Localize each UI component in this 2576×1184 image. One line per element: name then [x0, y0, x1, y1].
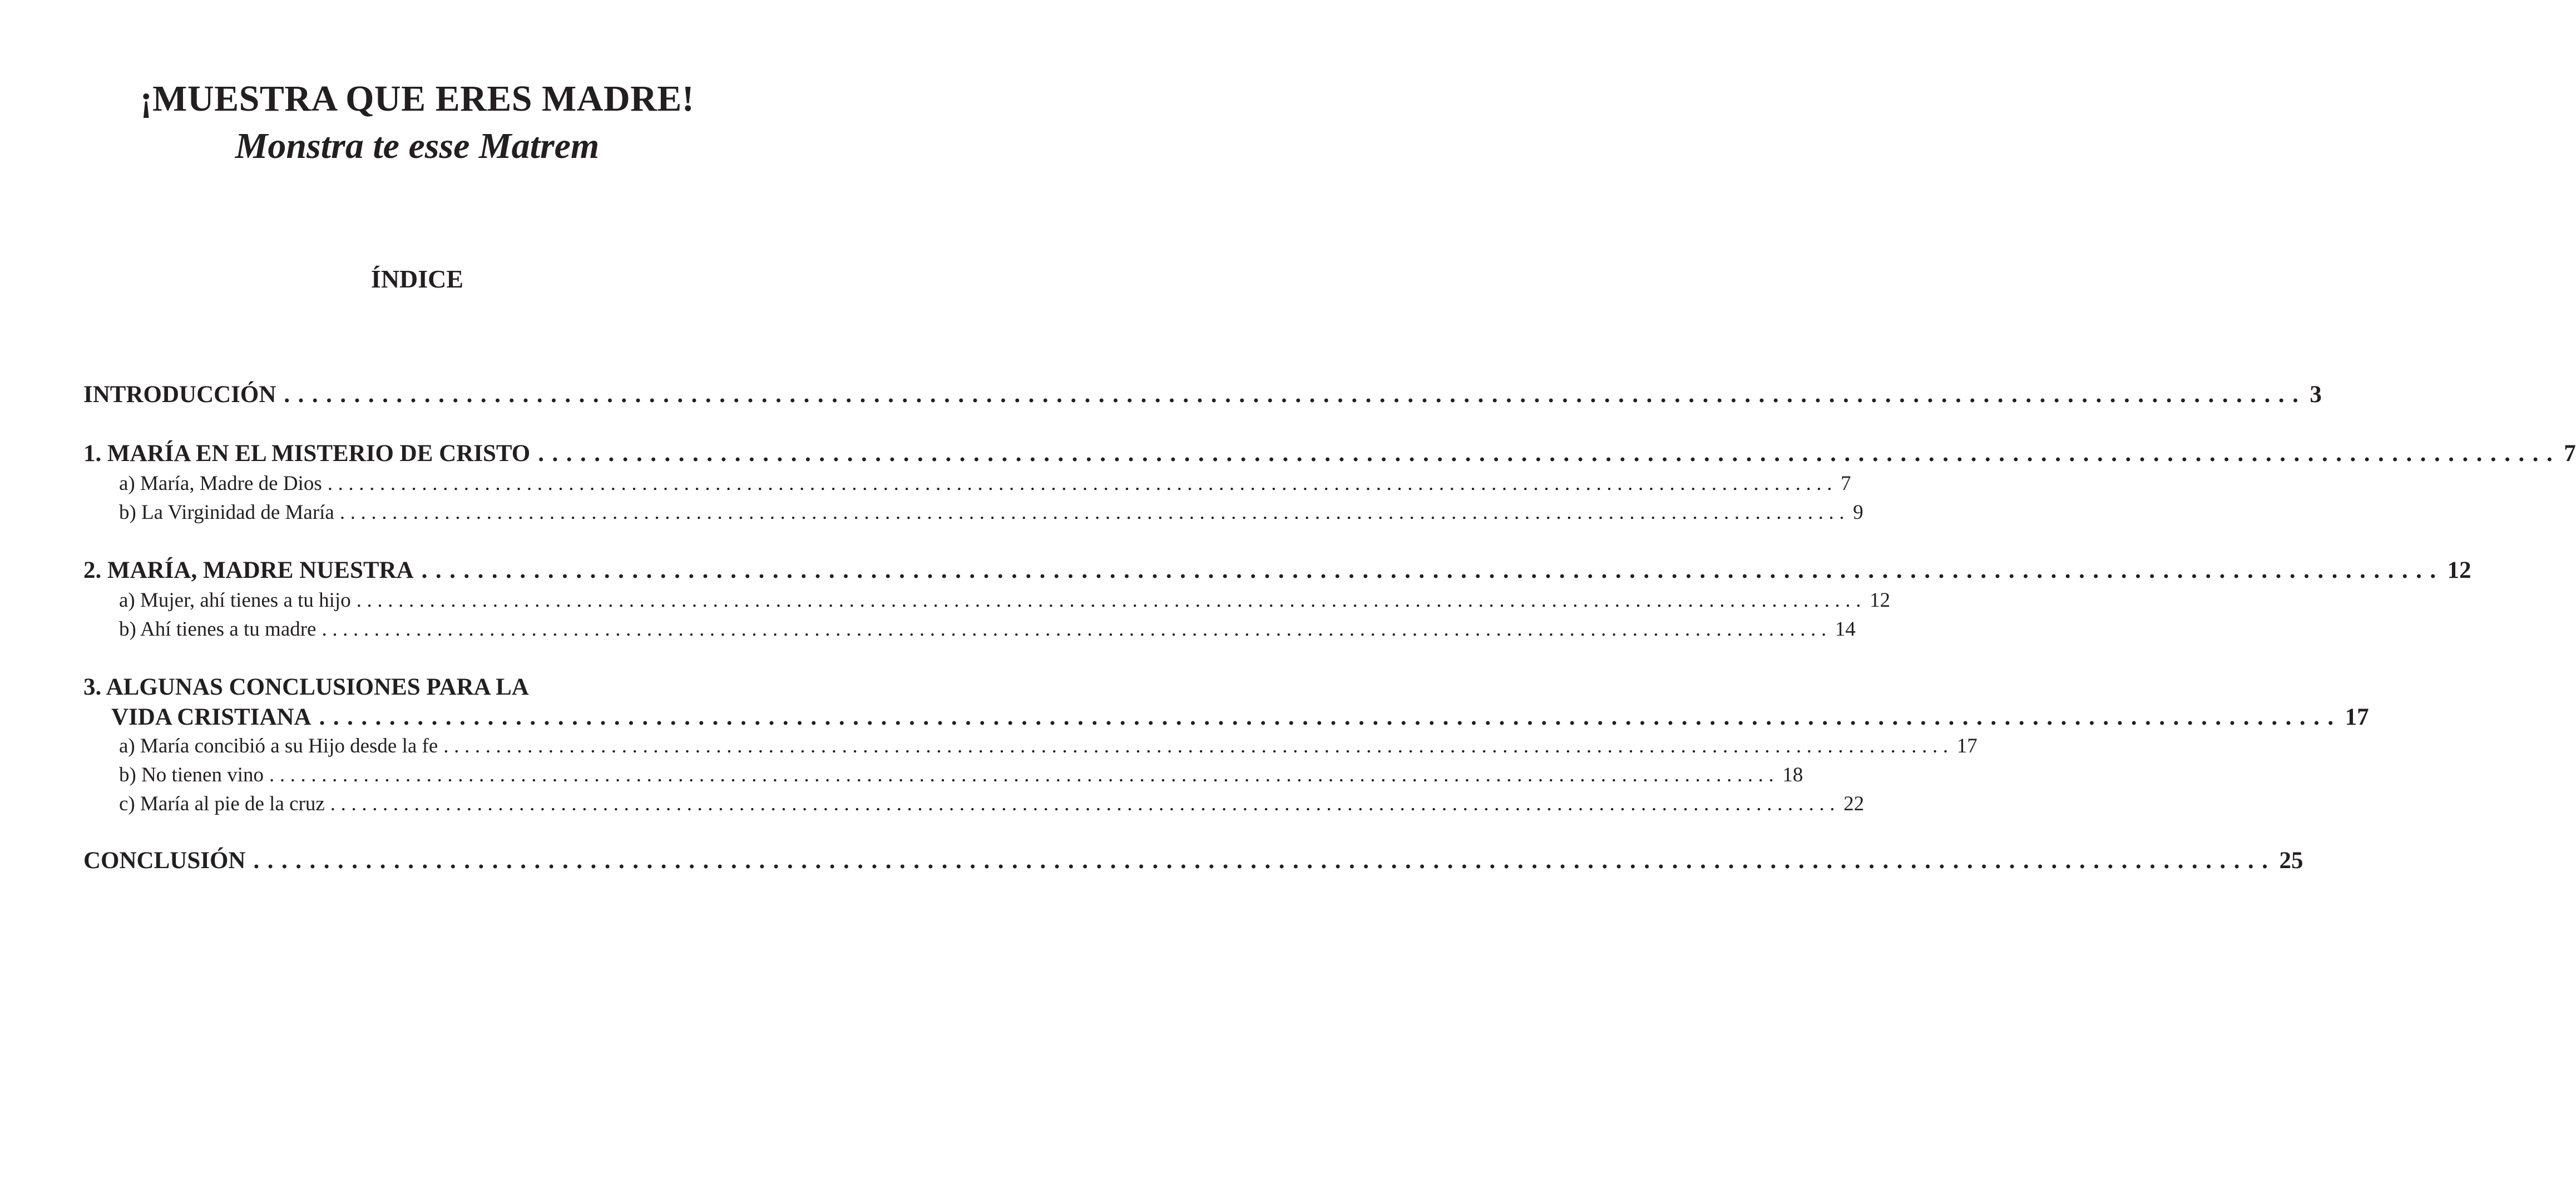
toc-page-number: 7	[1841, 472, 1851, 495]
dot-leader: ................................................................................................................................................	[330, 792, 1841, 815]
toc-page-number: 3	[2310, 382, 2322, 408]
toc-entry-chapter-1[interactable]	[83, 439, 2576, 468]
toc-entry-chapter-3[interactable]	[111, 703, 2369, 732]
toc-page-number: 17	[2345, 704, 2369, 730]
toc-page-number: 12	[1870, 589, 1891, 612]
dot-leader: ................................................................................................................................................	[538, 440, 2561, 467]
dot-leader: ................................................................................................................................................	[443, 735, 1954, 757]
dot-leader: ................................................................................................................................................	[322, 618, 1832, 641]
toc-entry-chapter-3-line1[interactable]: 3. ALGUNAS CONCLUSIONES PARA LA	[83, 674, 529, 700]
page-title: ¡MUESTRA QUE ERES MADRE!	[140, 78, 695, 119]
toc-subentry-label: a) María concibió a su Hijo desde la fe	[119, 735, 438, 757]
toc-subentry-label: a) María, Madre de Dios	[119, 472, 322, 495]
toc-page-number: 17	[1956, 735, 1977, 757]
dot-leader: ................................................................................................................................................	[356, 589, 1867, 612]
toc-entry-label: VIDA CRISTIANA	[111, 704, 312, 730]
toc-subentry-2b[interactable]	[119, 616, 1856, 643]
toc-subentry-2a[interactable]	[119, 587, 1891, 614]
toc-subentry-1a[interactable]	[119, 470, 1851, 497]
toc-page-number: 14	[1835, 618, 1856, 641]
toc-entry-chapter-2[interactable]	[83, 556, 2471, 585]
toc-entry-label: CONCLUSIÓN	[83, 848, 246, 874]
toc-entry-conclusion[interactable]	[83, 846, 2303, 875]
toc-page-number: 12	[2447, 557, 2471, 583]
dot-leader: ................................................................................................................................................	[269, 764, 1779, 786]
dot-leader: ................................................................................................................................................	[319, 704, 2342, 730]
toc-page-number: 9	[1853, 501, 1863, 524]
dot-leader: ................................................................................................................................................	[253, 848, 2276, 874]
dot-leader: ................................................................................................................................................	[327, 472, 1838, 495]
toc-entry-label: 1. MARÍA EN EL MISTERIO DE CRISTO	[83, 440, 531, 467]
toc-page-number: 25	[2279, 848, 2303, 874]
toc-entry-label: INTRODUCCIÓN	[83, 382, 276, 408]
toc-entry-introduccion[interactable]	[83, 380, 2322, 409]
dot-leader: ................................................................................................................................................	[339, 501, 1850, 524]
toc-subentry-3c[interactable]	[119, 791, 1865, 818]
toc-subentry-label: a) Mujer, ahí tienes a tu hijo	[119, 589, 351, 612]
toc-subentry-label: b) Ahí tienes a tu madre	[119, 618, 317, 641]
toc-subentry-label: b) La Virginidad de María	[119, 501, 334, 524]
dot-leader: ................................................................................................................................................	[284, 382, 2307, 408]
toc-subentry-label: b) No tienen vino	[119, 764, 264, 786]
toc-page-number: 7	[2564, 440, 2576, 467]
toc-page-number: 18	[1782, 764, 1803, 786]
index-heading: ÍNDICE	[370, 265, 464, 293]
toc-entry-label: 2. MARÍA, MADRE NUESTRA	[83, 557, 414, 583]
toc-page-number: 22	[1843, 792, 1865, 815]
toc-subentry-1b[interactable]	[119, 499, 1863, 526]
toc-subentry-label: c) María al pie de la cruz	[119, 792, 325, 815]
dot-leader: ................................................................................................................................................	[421, 557, 2444, 583]
toc-subentry-3a[interactable]	[119, 733, 1977, 760]
toc-subentry-3b[interactable]	[119, 762, 1803, 789]
page-subtitle: Monstra te esse Matrem	[235, 126, 600, 166]
